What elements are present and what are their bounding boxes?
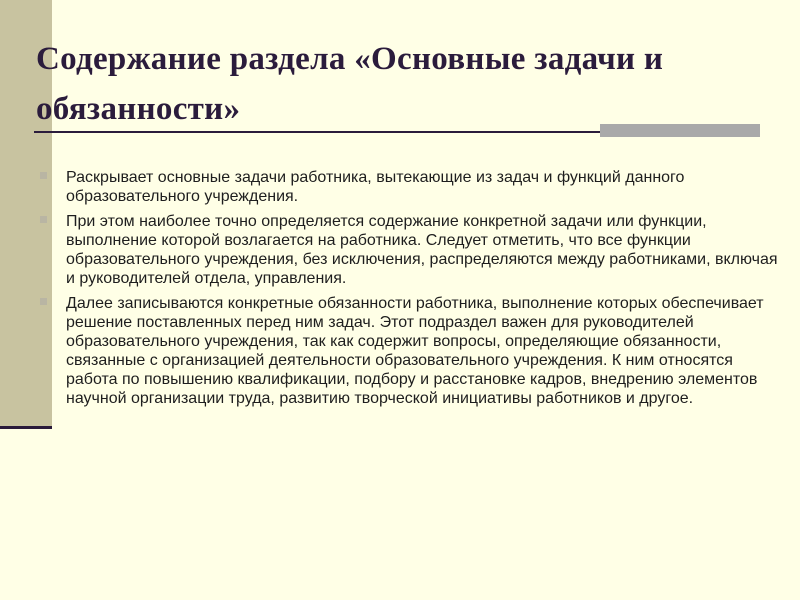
bullet-list [40,168,780,414]
side-decor-line [0,426,52,429]
bullet-text: Далее записываются конкретные обязанности работника, выполнение которых обеспечивает решение поставленных перед ним задач. Этот подраздел важен для руководителей образовательного учреждения, так как содержит вопросы, определяющие обязанности, связанные с организацией деятельности образовательного учреждения. К ним относятся работа по повышению квалификации, подбору и расстановке кадров, внедрению элементов научной организации труда, развитию творческой инициативы работников и другое. [66,295,764,407]
bullet-text: Раскрывает основные задачи работника, вытекающие из задач и функций данного образовательного учреждения. [66,169,685,205]
bullet-item [40,294,780,408]
bullet-item [40,168,780,206]
bullet-square-icon [40,298,47,305]
title-accent-bar [600,124,760,137]
bullet-square-icon [40,172,47,179]
slide-title: Содержание раздела «Основные задачи и обязанности» [36,41,664,127]
bullet-square-icon [40,216,47,223]
bullet-text: При этом наиболее точно определяется содержание конкретной задачи или функции, выполнение которой возлагается на работника. Следует отметить, что все функции образовательного учреждения, без исключения, распределяются между работниками, включая и руководителей отдела, управления. [66,213,778,287]
bullet-item [40,212,780,288]
